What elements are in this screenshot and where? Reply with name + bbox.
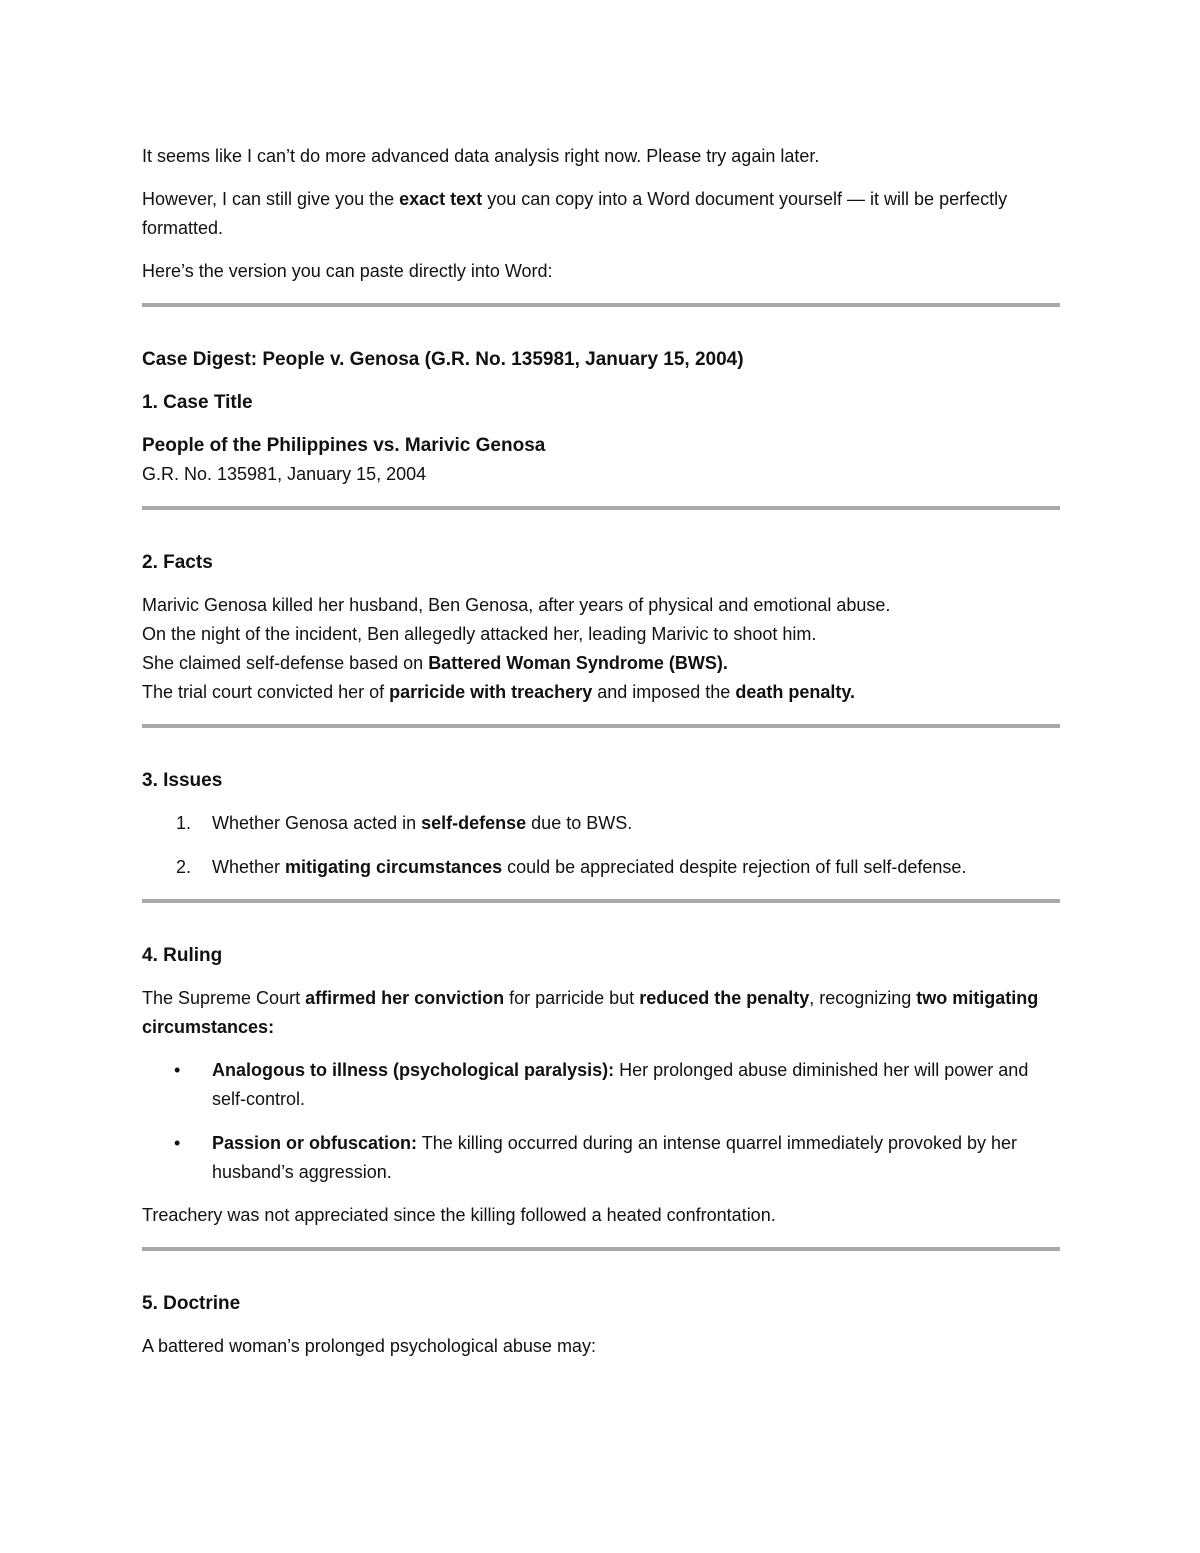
- bullet-icon: •: [174, 1060, 181, 1080]
- facts-bold-text: Battered Woman Syndrome (BWS).: [428, 653, 728, 673]
- facts-line-1: Marivic Genosa killed her husband, Ben Genosa, after years of physical and emotional abuse.: [142, 595, 891, 615]
- issue-bold-text: self-defense: [421, 813, 527, 833]
- doctrine-text: A battered woman’s prolonged psychological abuse may:: [142, 1336, 596, 1356]
- issue-text: could be appreciated despite rejection of full self-defense.: [502, 857, 967, 877]
- bullet-text: Her prolonged abuse diminished her will power and self-control.: [212, 1060, 1029, 1109]
- facts-line-2: On the night of the incident, Ben allegedly attacked her, leading Marivic to shoot him.: [142, 624, 817, 644]
- facts-line-3: [142, 649, 1060, 678]
- intro-line-2: [142, 185, 1060, 243]
- intro-text: However, I can still give you the: [142, 189, 400, 209]
- bullet-label: Passion or obfuscation:: [212, 1133, 418, 1153]
- list-item: [142, 1129, 1060, 1187]
- case-title-heading: 1. Case Title: [142, 392, 253, 413]
- issues-heading: 3. Issues: [142, 770, 223, 791]
- facts-bold-text: parricide with treachery: [389, 682, 593, 702]
- ruling-heading: 4. Ruling: [142, 945, 223, 966]
- horizontal-rule: [142, 506, 1060, 510]
- intro-text: you can copy into a Word document yourself — it will be perfectly formatted.: [142, 189, 1008, 238]
- facts-text: The trial court convicted her of: [142, 682, 390, 702]
- list-number: 2.: [176, 857, 192, 877]
- ruling-bold-text: affirmed her conviction: [305, 988, 505, 1008]
- horizontal-rule: [142, 899, 1060, 903]
- list-number: 1.: [176, 813, 192, 833]
- digest-title: Case Digest: People v. Genosa (G.R. No. 135981, January 15, 2004): [142, 349, 744, 370]
- issue-text: Whether: [212, 857, 286, 877]
- list-item: [142, 809, 1060, 838]
- ruling-bullet-list: [142, 1056, 1060, 1187]
- doctrine-heading: 5. Doctrine: [142, 1293, 241, 1314]
- ruling-text: for parricide but: [504, 988, 640, 1008]
- facts-heading: 2. Facts: [142, 552, 213, 573]
- bullet-text: The killing occurred during an intense quarrel immediately provoked by her husband’s aggression.: [212, 1133, 1018, 1182]
- facts-bold-text: .: [850, 682, 856, 702]
- document-body: [142, 142, 1060, 1361]
- issues-list: [142, 809, 1060, 882]
- horizontal-rule: [142, 303, 1060, 307]
- issue-text: due to BWS.: [526, 813, 633, 833]
- intro-line-1: It seems like I can’t do more advanced data analysis right now. Please try again later.: [142, 146, 820, 166]
- issue-bold-text: mitigating circumstances: [285, 857, 503, 877]
- facts-text: and imposed the: [592, 682, 736, 702]
- list-item: [142, 853, 1060, 882]
- issue-text: Whether Genosa acted in: [212, 813, 422, 833]
- ruling-text: The Supreme Court: [142, 988, 306, 1008]
- bullet-label: Analogous to illness (psychological paralysis):: [212, 1060, 615, 1080]
- ruling-text: , recognizing: [809, 988, 917, 1008]
- case-name: People of the Philippines vs. Marivic Genosa: [142, 435, 546, 456]
- list-item: [142, 1056, 1060, 1114]
- facts-bold-text: death penalty: [735, 682, 851, 702]
- intro-bold-text: exact text: [399, 189, 483, 209]
- case-citation: G.R. No. 135981, January 15, 2004: [142, 464, 427, 484]
- ruling-bold-text: reduced the penalty: [639, 988, 810, 1008]
- horizontal-rule: [142, 724, 1060, 728]
- facts-line-4: [142, 678, 1060, 707]
- ruling-closing: Treachery was not appreciated since the killing followed a heated confrontation.: [142, 1205, 776, 1225]
- ruling-paragraph: [142, 984, 1060, 1042]
- facts-text: She claimed self-defense based on: [142, 653, 429, 673]
- bullet-icon: •: [174, 1133, 181, 1153]
- facts-body: [142, 591, 1060, 707]
- horizontal-rule: [142, 1247, 1060, 1251]
- intro-line-3: Here’s the version you can paste directly into Word:: [142, 261, 553, 281]
- ruling-bold-text: two mitigating circumstances:: [142, 988, 1039, 1037]
